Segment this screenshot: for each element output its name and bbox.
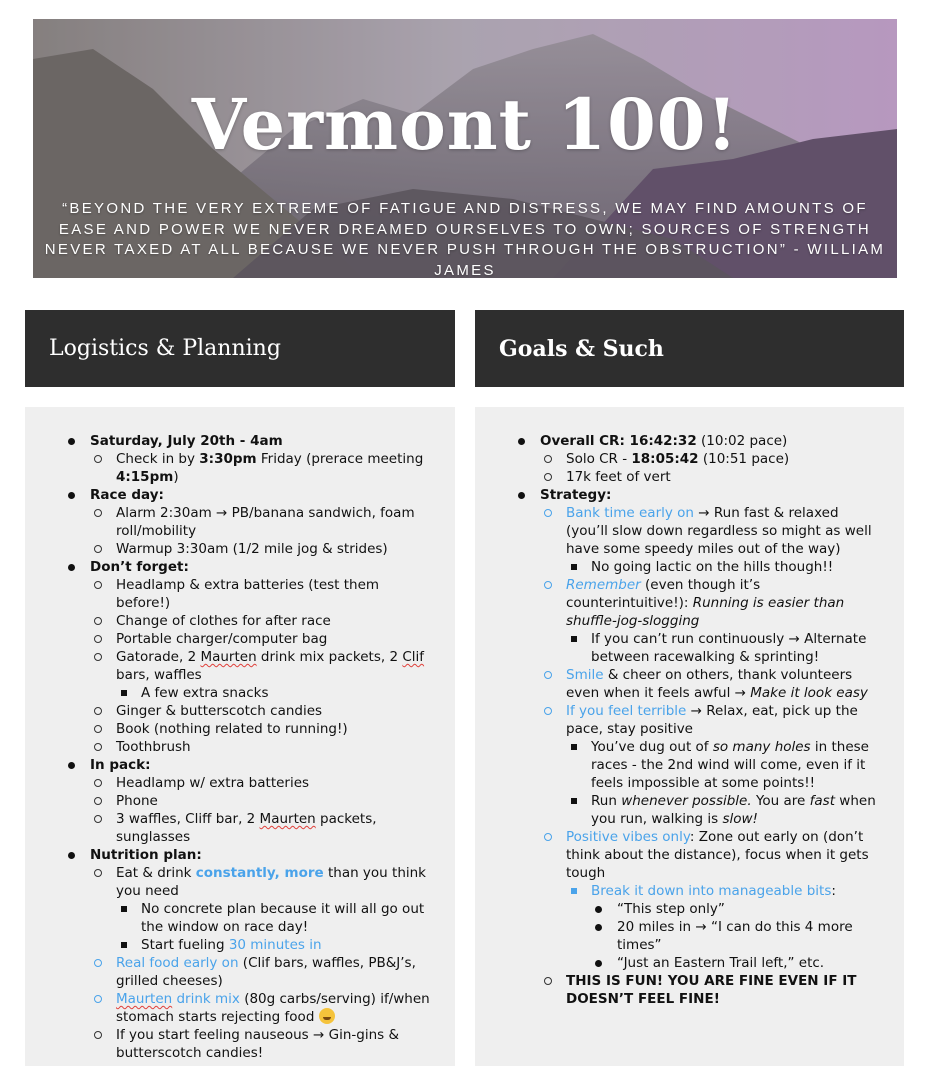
- list-item: 3 waffles, Cliff bar, 2 Maurten packets, sunglasses: [25, 810, 455, 846]
- goals-header-title: Goals & Such: [499, 335, 664, 362]
- list-item: Race day:: [25, 486, 455, 504]
- list-item: 20 miles in → “I can do this 4 more times”: [475, 918, 904, 954]
- list-item: If you feel terrible → Relax, eat, pick up the pace, stay positive: [475, 702, 904, 738]
- list-item: Toothbrush: [25, 738, 455, 756]
- list-item: Remember (even though it’s counterintuitive!): Running is easier than shuffle-jog-slogging: [475, 576, 904, 630]
- list-item: Change of clothes for after race: [25, 612, 455, 630]
- list-item: Overall CR: 16:42:32 (10:02 pace): [475, 432, 904, 450]
- page-title: Vermont 100!: [191, 83, 739, 166]
- list-item: Don’t forget:: [25, 558, 455, 576]
- logistics-header-title: Logistics & Planning: [49, 336, 281, 361]
- list-item: Positive vibes only: Zone out early on (don’t think about the distance), focus when it gets tough: [475, 828, 904, 882]
- list-item: Strategy:: [475, 486, 904, 504]
- goals-header: [475, 310, 904, 387]
- list-item: If you can’t run continuously → Alternate between racewalking & sprinting!: [475, 630, 904, 666]
- goals-panel: [475, 407, 904, 1066]
- grinning-sweat-emoji-icon: [319, 1008, 335, 1024]
- list-item: “This step only”: [475, 900, 904, 918]
- logistics-header: [25, 310, 455, 387]
- list-item: Gatorade, 2 Maurten drink mix packets, 2 Clif bars, waffles: [25, 648, 455, 684]
- hero-banner: [33, 19, 897, 278]
- hero-quote: “BEYOND THE VERY EXTREME OF FATIGUE AND DISTRESS, WE MAY FIND AMOUNTS OF EASE AND POWER WE NEVER DREAMED OURSELVES TO OWN; SOURCES OF STRENGTH NEVER TAXED AT ALL BECAUSE WE NEVER PUSH THROUGH THE OBSTRUCTION” - WILLIAM JAMES: [44, 200, 886, 278]
- list-item: Run whenever possible. You are fast when you run, walking is slow!: [475, 792, 904, 828]
- list-item: Portable charger/computer bag: [25, 630, 455, 648]
- list-item: Ginger & butterscotch candies: [25, 702, 455, 720]
- list-item: You’ve dug out of so many holes in these races - the 2nd wind will come, even if it feels impossible at some points!!: [475, 738, 904, 792]
- list-item: Break it down into manageable bits:: [475, 882, 904, 900]
- list-item: Warmup 3:30am (1/2 mile jog & strides): [25, 540, 455, 558]
- list-item: Alarm 2:30am → PB/banana sandwich, foam roll/mobility: [25, 504, 455, 540]
- list-item: If you start feeling nauseous → Gin-gins & butterscotch candies!: [25, 1026, 455, 1062]
- logistics-panel: [25, 407, 455, 1066]
- list-item: Smile & cheer on others, thank volunteers even when it feels awful → Make it look easy: [475, 666, 904, 702]
- list-item: Bank time early on → Run fast & relaxed (you’ll slow down regardless so might as well have some speedy miles out of the way): [475, 504, 904, 558]
- list-item: “Just an Eastern Trail left,” etc.: [475, 954, 904, 972]
- list-item: Saturday, July 20th - 4am: [25, 432, 455, 450]
- list-item: Headlamp & extra batteries (test them before!): [25, 576, 455, 612]
- list-item: No going lactic on the hills though!!: [475, 558, 904, 576]
- list-item: 17k feet of vert: [475, 468, 904, 486]
- list-item: Book (nothing related to running!): [25, 720, 455, 738]
- list-item: Check in by 3:30pm Friday (prerace meeting 4:15pm): [25, 450, 455, 486]
- list-item: Phone: [25, 792, 455, 810]
- list-item: In pack:: [25, 756, 455, 774]
- list-item: Maurten drink mix (80g carbs/serving) if/when stomach starts rejecting food: [25, 990, 455, 1026]
- list-item: Headlamp w/ extra batteries: [25, 774, 455, 792]
- list-item: Start fueling 30 minutes in: [25, 936, 455, 954]
- list-item: THIS IS FUN! YOU ARE FINE EVEN IF IT DOESN’T FEEL FINE!: [475, 972, 904, 1008]
- list-item: No concrete plan because it will all go out the window on race day!: [25, 900, 455, 936]
- list-item: Eat & drink constantly, more than you think you need: [25, 864, 455, 900]
- list-item: Solo CR - 18:05:42 (10:51 pace): [475, 450, 904, 468]
- list-item: A few extra snacks: [25, 684, 455, 702]
- list-item: Real food early on (Clif bars, waffles, PB&J’s, grilled cheeses): [25, 954, 455, 990]
- list-item: Nutrition plan:: [25, 846, 455, 864]
